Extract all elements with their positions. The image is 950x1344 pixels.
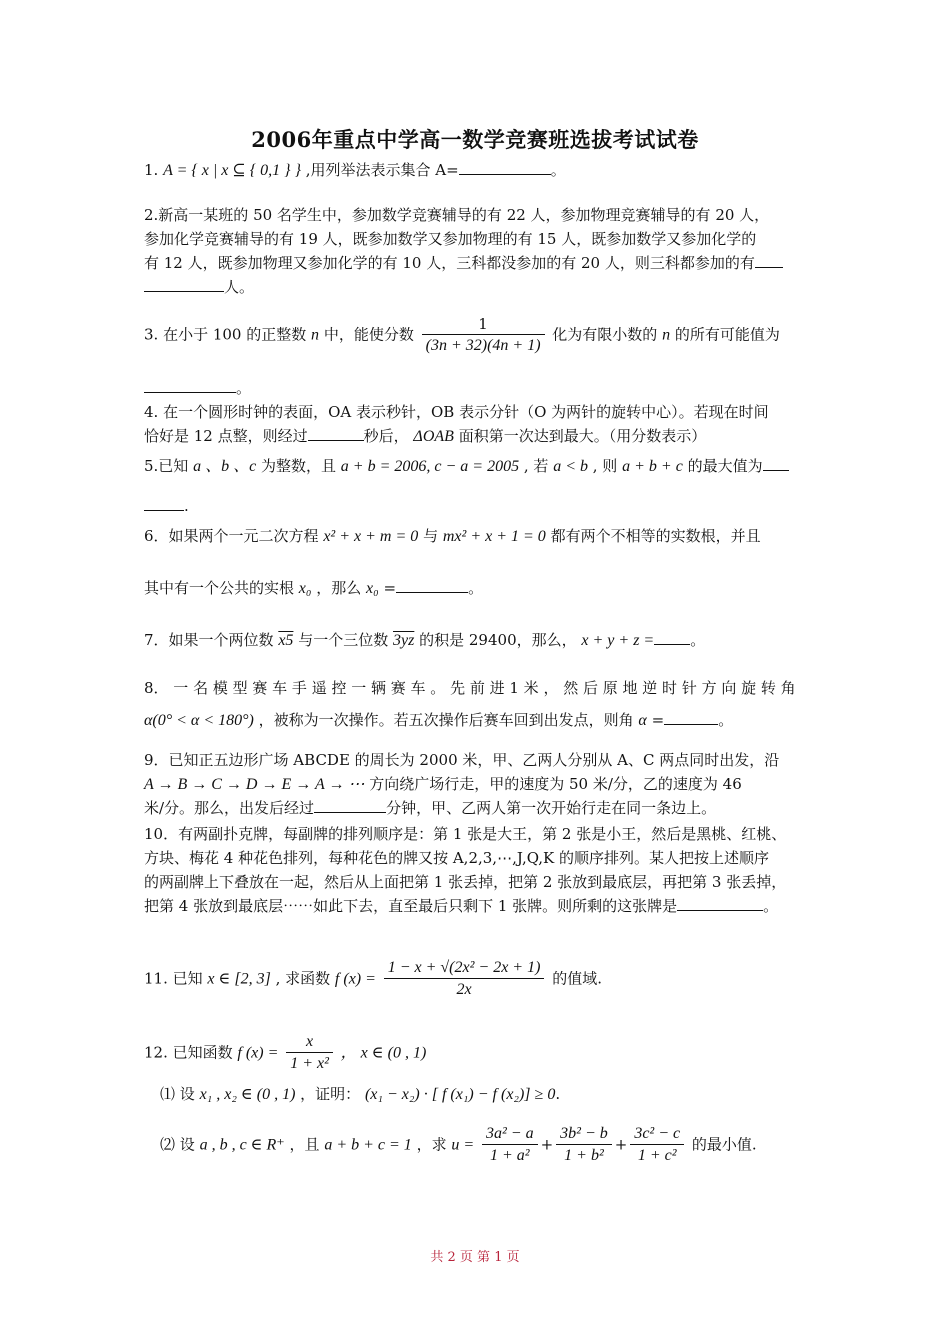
term-c-fraction: $\frac{\text{3c² − c}}{\text{1 + c²}}$	[630, 1124, 684, 1167]
question-10-line-3: 的两副牌上下叠放在一起，然后从上面把第 1 张丢掉，把第 2 张放到最底层，再把第 3 张丢掉，	[144, 873, 787, 891]
answer-blank	[677, 896, 763, 911]
question-10-line-1: 10．有两副扑克牌，每副牌的排列顺序是：第 1 张是大王，第 2 张是小王，然后是黑桃、红桃、	[144, 825, 787, 843]
answer-blank	[755, 253, 783, 268]
question-11: 11. 已知 x ∈ [2, 3] , 求函数 f (x) = $\frac{\text{1 − x + √(2x² − 2x + 1)}}{2x}$ 的值域.	[144, 958, 824, 1001]
answer-blank	[144, 277, 224, 292]
question-9-line-1: 9．已知正五边形广场 ABCDE 的周长为 2000 米，甲、乙两人分别从 A、C 两点同时出发，沿	[144, 751, 780, 769]
answer-blank	[144, 378, 236, 393]
question-2-line-2: 参加化学竞赛辅导的有 19 人，既参加数学又参加物理的有 15 人，既参加数学又参加化学的	[144, 230, 757, 248]
page-title: 2006年重点中学高一数学竞赛班选拔考试试卷	[251, 127, 699, 152]
fraction: $\frac{1}{(3n + 32)(4n + 1)}$	[422, 314, 545, 357]
page-footer: 共 2 页 第 1 页	[430, 1250, 520, 1265]
set-expression: A = { x | x ⊆ { 0,1 } }	[163, 162, 301, 179]
term-b-fraction: $\frac{\text{3b² − b}}{\text{1 + b²}}$	[556, 1124, 612, 1167]
question-12-part-1: ⑴ 设 x₁ , x₂ ∈ (0 , 1) ，证明： (x₁ − x₂) · [ f (x₁) − f (x₂)] ≥ 0.	[160, 1085, 561, 1103]
question-5-answer: .	[144, 494, 824, 518]
term-a-fraction: $\frac{\text{3a² − a}}{\text{1 + a²}}$	[482, 1124, 538, 1167]
question-12: 12. 已知函数 f (x) = $\frac{x}{\text{1 + x²}}$ ， x ∈ (0 , 1)	[144, 1032, 824, 1075]
question-5: 5.已知 a 、b 、c 为整数，且 a + b = 2006, c − a = 2005 , 若 a < b , 则 a + b + c 的最大值为	[144, 454, 824, 479]
question-8-line-2: α(0° < α < 180°) ，被称为一次操作。若五次操作后赛车回到出发点，则角 α = 。	[144, 711, 734, 729]
question-2-line-4: 人。	[144, 275, 824, 299]
question-6-line-2: 其中有一个公共的实根 x₀ ，那么 x₀ = 。	[144, 579, 484, 597]
answer-blank	[654, 635, 690, 645]
answer-blank	[396, 578, 468, 593]
question-10-line-4: 把第 4 张放到最底层⋯⋯如此下去，直至最后只剩下 1 张牌。则所剩的这张牌是 。	[144, 897, 779, 915]
question-8-line-1: 8． 一 名 模 型 赛 车 手 遥 控 一 辆 赛 车 。 先 前 进 1 米 ， 然 后 原 地 逆 时 针 方 向 旋 转 角	[144, 679, 796, 697]
answer-blank	[664, 710, 718, 725]
three-digit-number: 3yz	[393, 632, 415, 649]
answer-blank	[314, 798, 386, 813]
question-7: 7．如果一个两位数 x5 与一个三位数 3yz 的积是 29400，那么， x + y + z = 。	[144, 631, 706, 649]
answer-blank	[308, 426, 364, 441]
question-12-part-2: ⑵ 设 a , b , c ∈ R⁺ ，且 a + b + c = 1 ，求 u = $\frac{\text{3a² − a}}{\text{1 + a²}}$ + $\frac{\text{3b² − b}}{\text{1 + b²}}$ + $\frac{\text{3c² − c}}{\text{1 + c²}}$ 的最小值.	[160, 1124, 840, 1167]
question-10-line-2: 方块、梅花 4 种花色排列，每种花色的牌又按 A,2,3,⋯,J,Q,K 的顺序排列。某人把按上述顺序	[144, 849, 770, 867]
function-fraction: $\frac{x}{\text{1 + x²}}$	[286, 1032, 333, 1075]
question-3-answer: 。	[144, 376, 824, 400]
question-2-line-3: 有 12 人，既参加物理又参加化学的有 10 人，三科都没参加的有 20 人，则三科都参加的有	[144, 251, 824, 275]
function-fraction: $\frac{\text{1 − x + √(2x² − 2x + 1)}}{2x}$	[384, 958, 545, 1001]
answer-blank	[144, 496, 184, 511]
two-digit-number: x5	[278, 632, 294, 649]
question-3: 3. 在小于 100 的正整数 n 中，能使分数 $\frac{1}{(3n + 32)(4n + 1)}$ 化为有限小数的 n 的所有可能值为	[144, 314, 824, 357]
question-1: 1. A = { x | x ⊆ { 0,1 } } ,用列举法表示集合 A= 。	[144, 161, 566, 179]
question-6-line-1: 6．如果两个一元二次方程 x² + x + m = 0 与 mx² + x + 1 = 0 都有两个不相等的实数根，并且	[144, 527, 761, 545]
question-2-line-1: 2.新高一某班的 50 名学生中，参加数学竞赛辅导的有 22 人，参加物理竞赛辅导的有 20 人，	[144, 206, 770, 224]
question-4-line-1: 4. 在一个圆形时钟的表面，OA 表示秒针，OB 表示分针（O 为两针的旋转中心）。若现在时间	[144, 403, 769, 421]
question-4-line-2: 恰好是 12 点整，则经过 秒后， ΔOAB 面积第一次达到最大。（用分数表示）	[144, 427, 707, 445]
answer-blank	[459, 160, 551, 175]
question-9-line-3: 米/分。那么，出发后经过 分钟，甲、乙两人第一次开始行走在同一条边上。	[144, 799, 717, 817]
answer-blank	[763, 456, 789, 471]
question-9-line-2: A → B → C → D → E → A → ⋯ 方向绕广场行走，甲的速度为 50 米/分，乙的速度为 46	[144, 775, 742, 793]
